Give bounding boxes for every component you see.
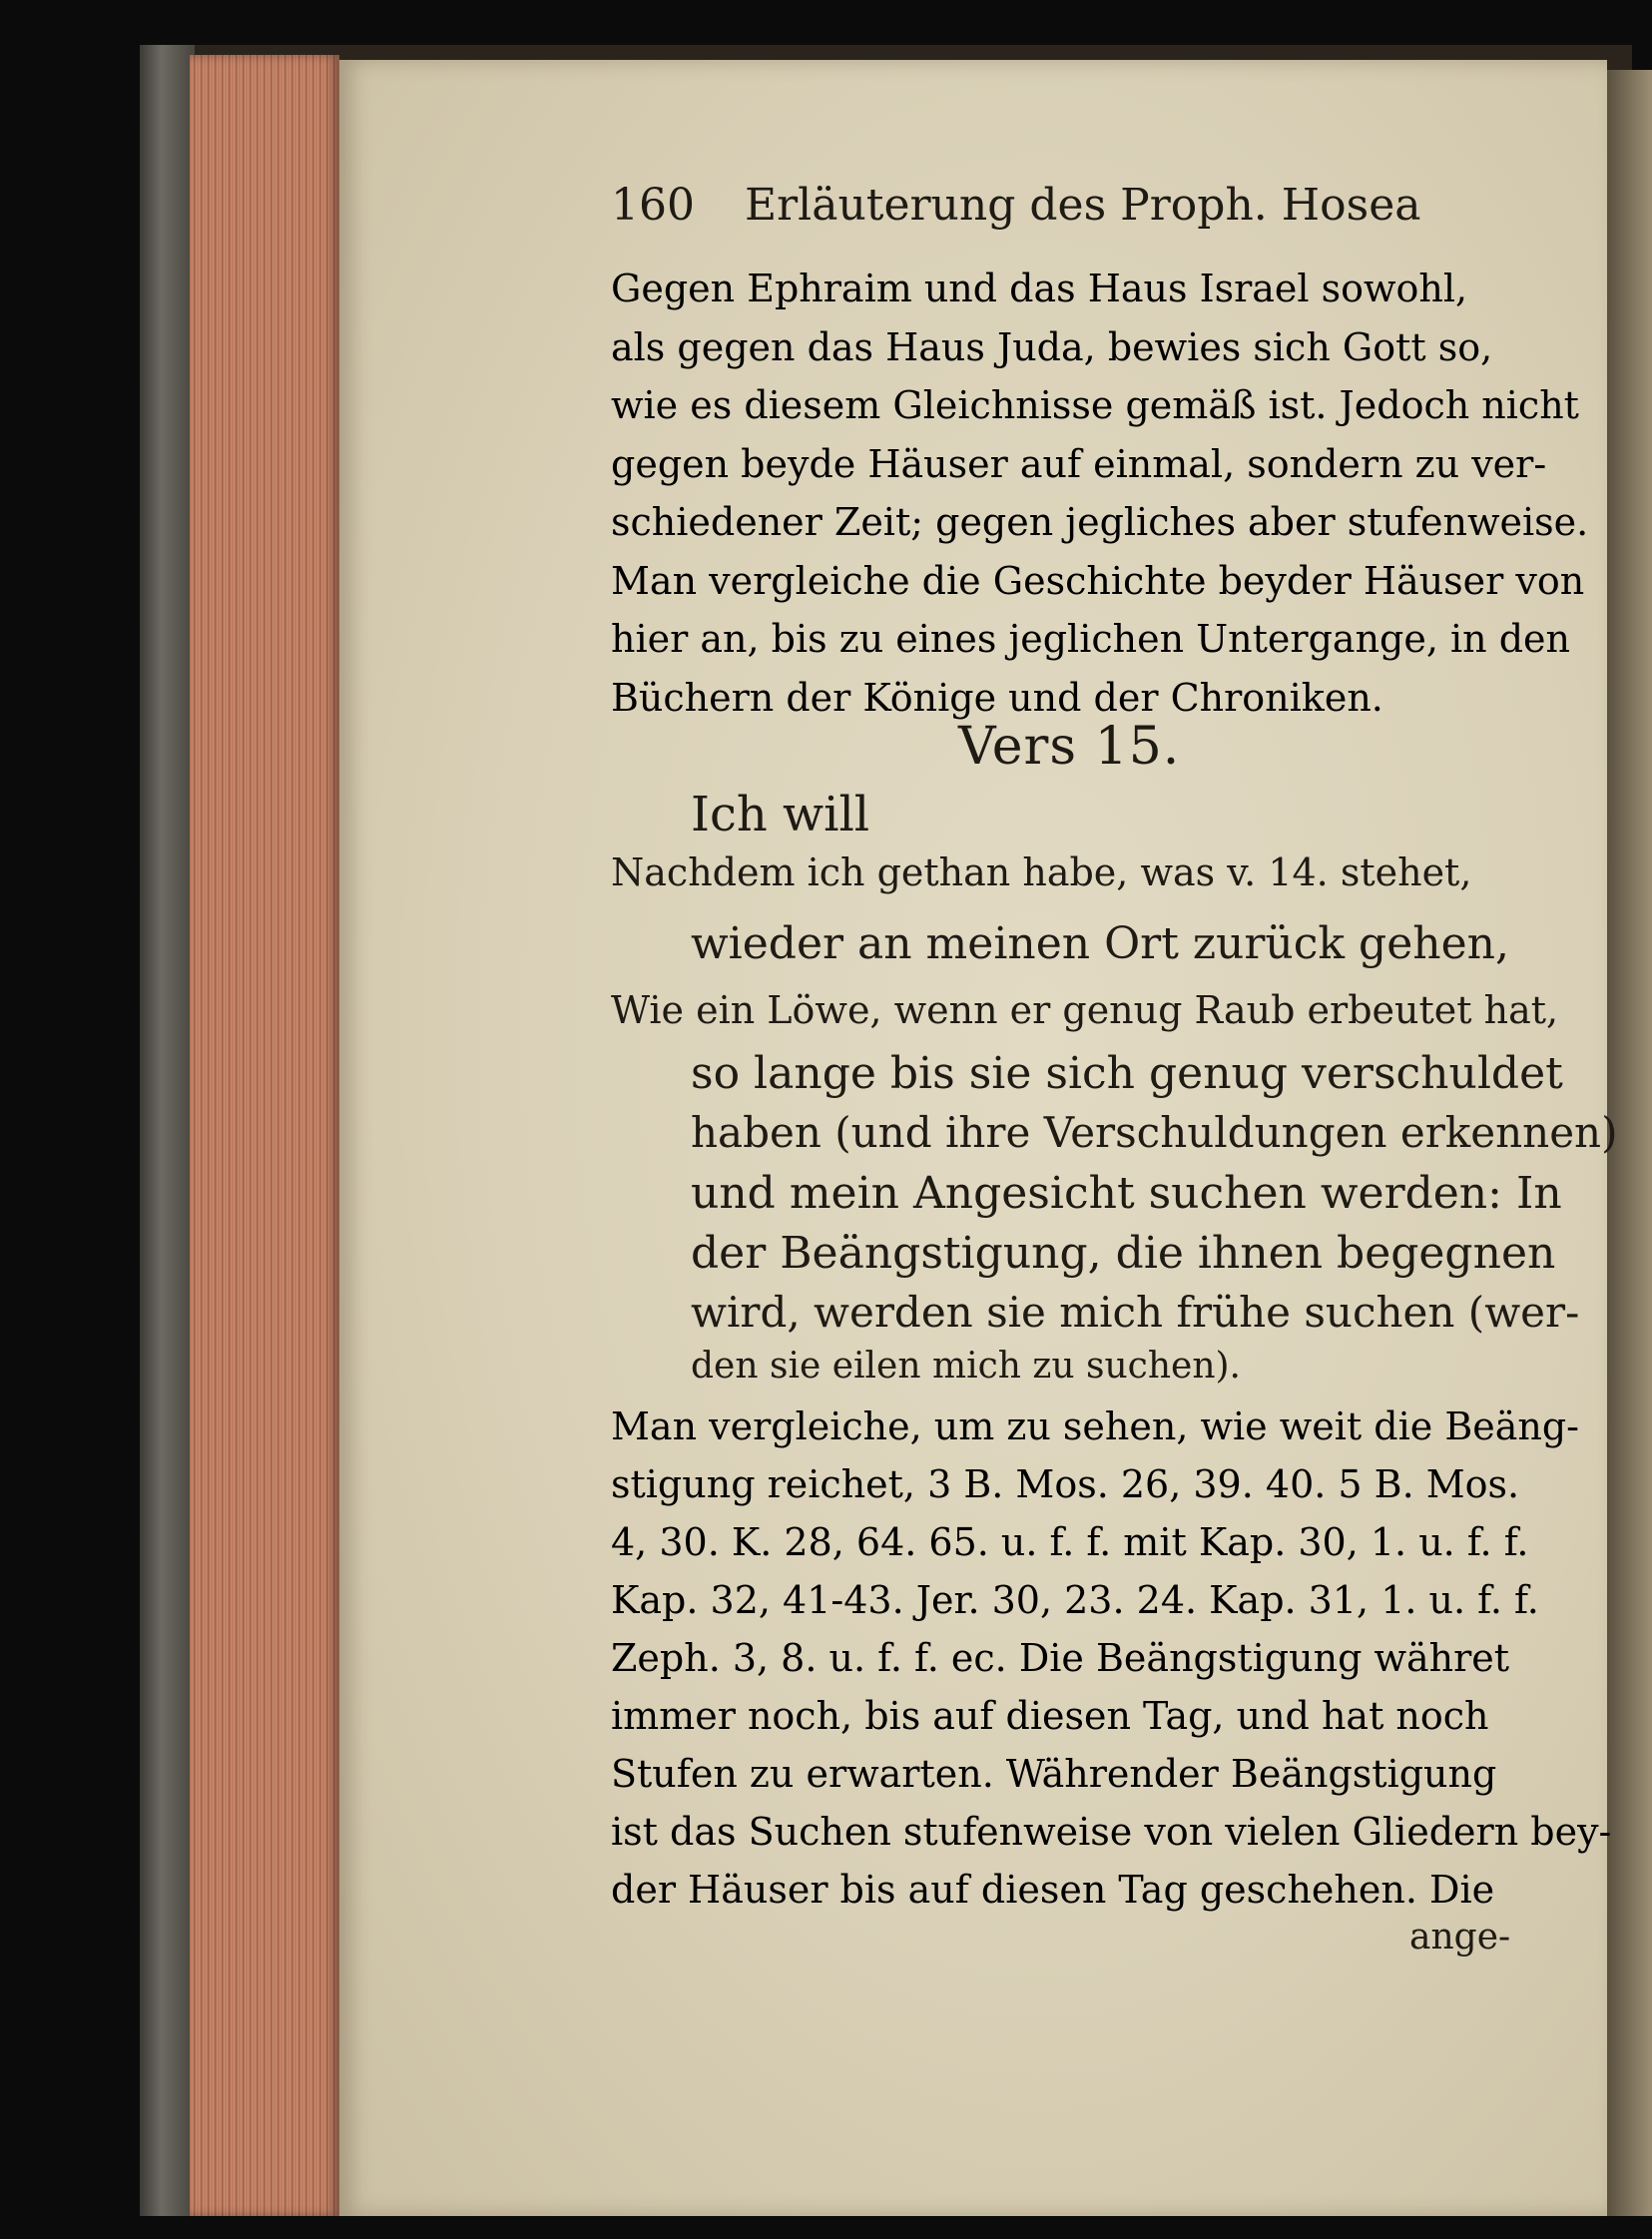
text-line: ist das Suchen stufenweise von vielen Gliedern bey- bbox=[611, 1810, 1612, 1854]
text-line: Zeph. 3, 8. u. f. f. ec. Die Beängstigung währet bbox=[611, 1636, 1510, 1680]
text-line: wie es diesem Gleichnisse gemäß ist. Jedoch nicht bbox=[611, 383, 1579, 427]
verse-line: wird, werden sie mich frühe suchen (wer- bbox=[691, 1288, 1580, 1337]
verse-heading: Vers 15. bbox=[958, 717, 1181, 777]
verse-line: haben (und ihre Verschuldungen erkennen) bbox=[691, 1108, 1618, 1157]
text-line: Man vergleiche die Geschichte beyder Häuser von bbox=[611, 558, 1585, 603]
verse-line: und mein Angesicht suchen werden: In bbox=[691, 1168, 1562, 1219]
text-line: Gegen Ephraim und das Haus Israel sowohl, bbox=[611, 267, 1468, 310]
lemma: Ich will bbox=[691, 787, 870, 842]
text-line: 4, 30. K. 28, 64. 65. u. f. f. mit Kap. 30, 1. u. f. f. bbox=[611, 1520, 1529, 1564]
running-title: Erläuterung des Proph. Hosea bbox=[745, 180, 1421, 231]
text-line: Büchern der Könige und der Chroniken. bbox=[611, 675, 1383, 720]
verse-line: wieder an meinen Ort zurück gehen, bbox=[691, 918, 1509, 969]
verse-line: den sie eilen mich zu suchen). bbox=[691, 1346, 1242, 1387]
book-spine bbox=[140, 45, 195, 2216]
verse-line: Wie ein Löwe, wenn er genug Raub erbeutet hat, bbox=[611, 988, 1559, 1032]
verse-line: der Beängstigung, die ihnen begegnen bbox=[691, 1228, 1556, 1279]
verse-line: Nachdem ich gethan habe, was v. 14. stehet, bbox=[611, 850, 1472, 894]
text-line: Stufen zu erwarten. Währender Beängstigung bbox=[611, 1752, 1497, 1796]
text-line: als gegen das Haus Juda, bewies sich Gott so, bbox=[611, 324, 1493, 369]
text-line: Man vergleiche, um zu sehen, wie weit die Beäng- bbox=[611, 1404, 1580, 1448]
page-number: 160 bbox=[611, 180, 695, 231]
paragraph-1 bbox=[611, 260, 1588, 727]
paragraph-2 bbox=[611, 1398, 1611, 1919]
text-line: immer noch, bis auf diesen Tag, und hat noch bbox=[611, 1694, 1489, 1738]
verse-line: so lange bis sie sich genug verschuldet bbox=[691, 1048, 1563, 1099]
running-header bbox=[611, 180, 1420, 231]
catchword: ange- bbox=[1409, 1917, 1511, 1958]
text-line: der Häuser bis auf diesen Tag geschehen. Die bbox=[611, 1868, 1495, 1912]
text-line: hier an, bis zu eines jeglichen Untergange, in den bbox=[611, 617, 1571, 661]
text-line: stigung reichet, 3 B. Mos. 26, 39. 40. 5 B. Mos. bbox=[611, 1462, 1520, 1506]
page-edges bbox=[190, 55, 339, 2216]
text-line: gegen beyde Häuser auf einmal, sondern zu ver- bbox=[611, 441, 1547, 486]
text-line: schiedener Zeit; gegen jegliches aber stufenweise. bbox=[611, 500, 1589, 544]
text-line: Kap. 32, 41-43. Jer. 30, 23. 24. Kap. 31, 1. u. f. f. bbox=[611, 1578, 1539, 1622]
